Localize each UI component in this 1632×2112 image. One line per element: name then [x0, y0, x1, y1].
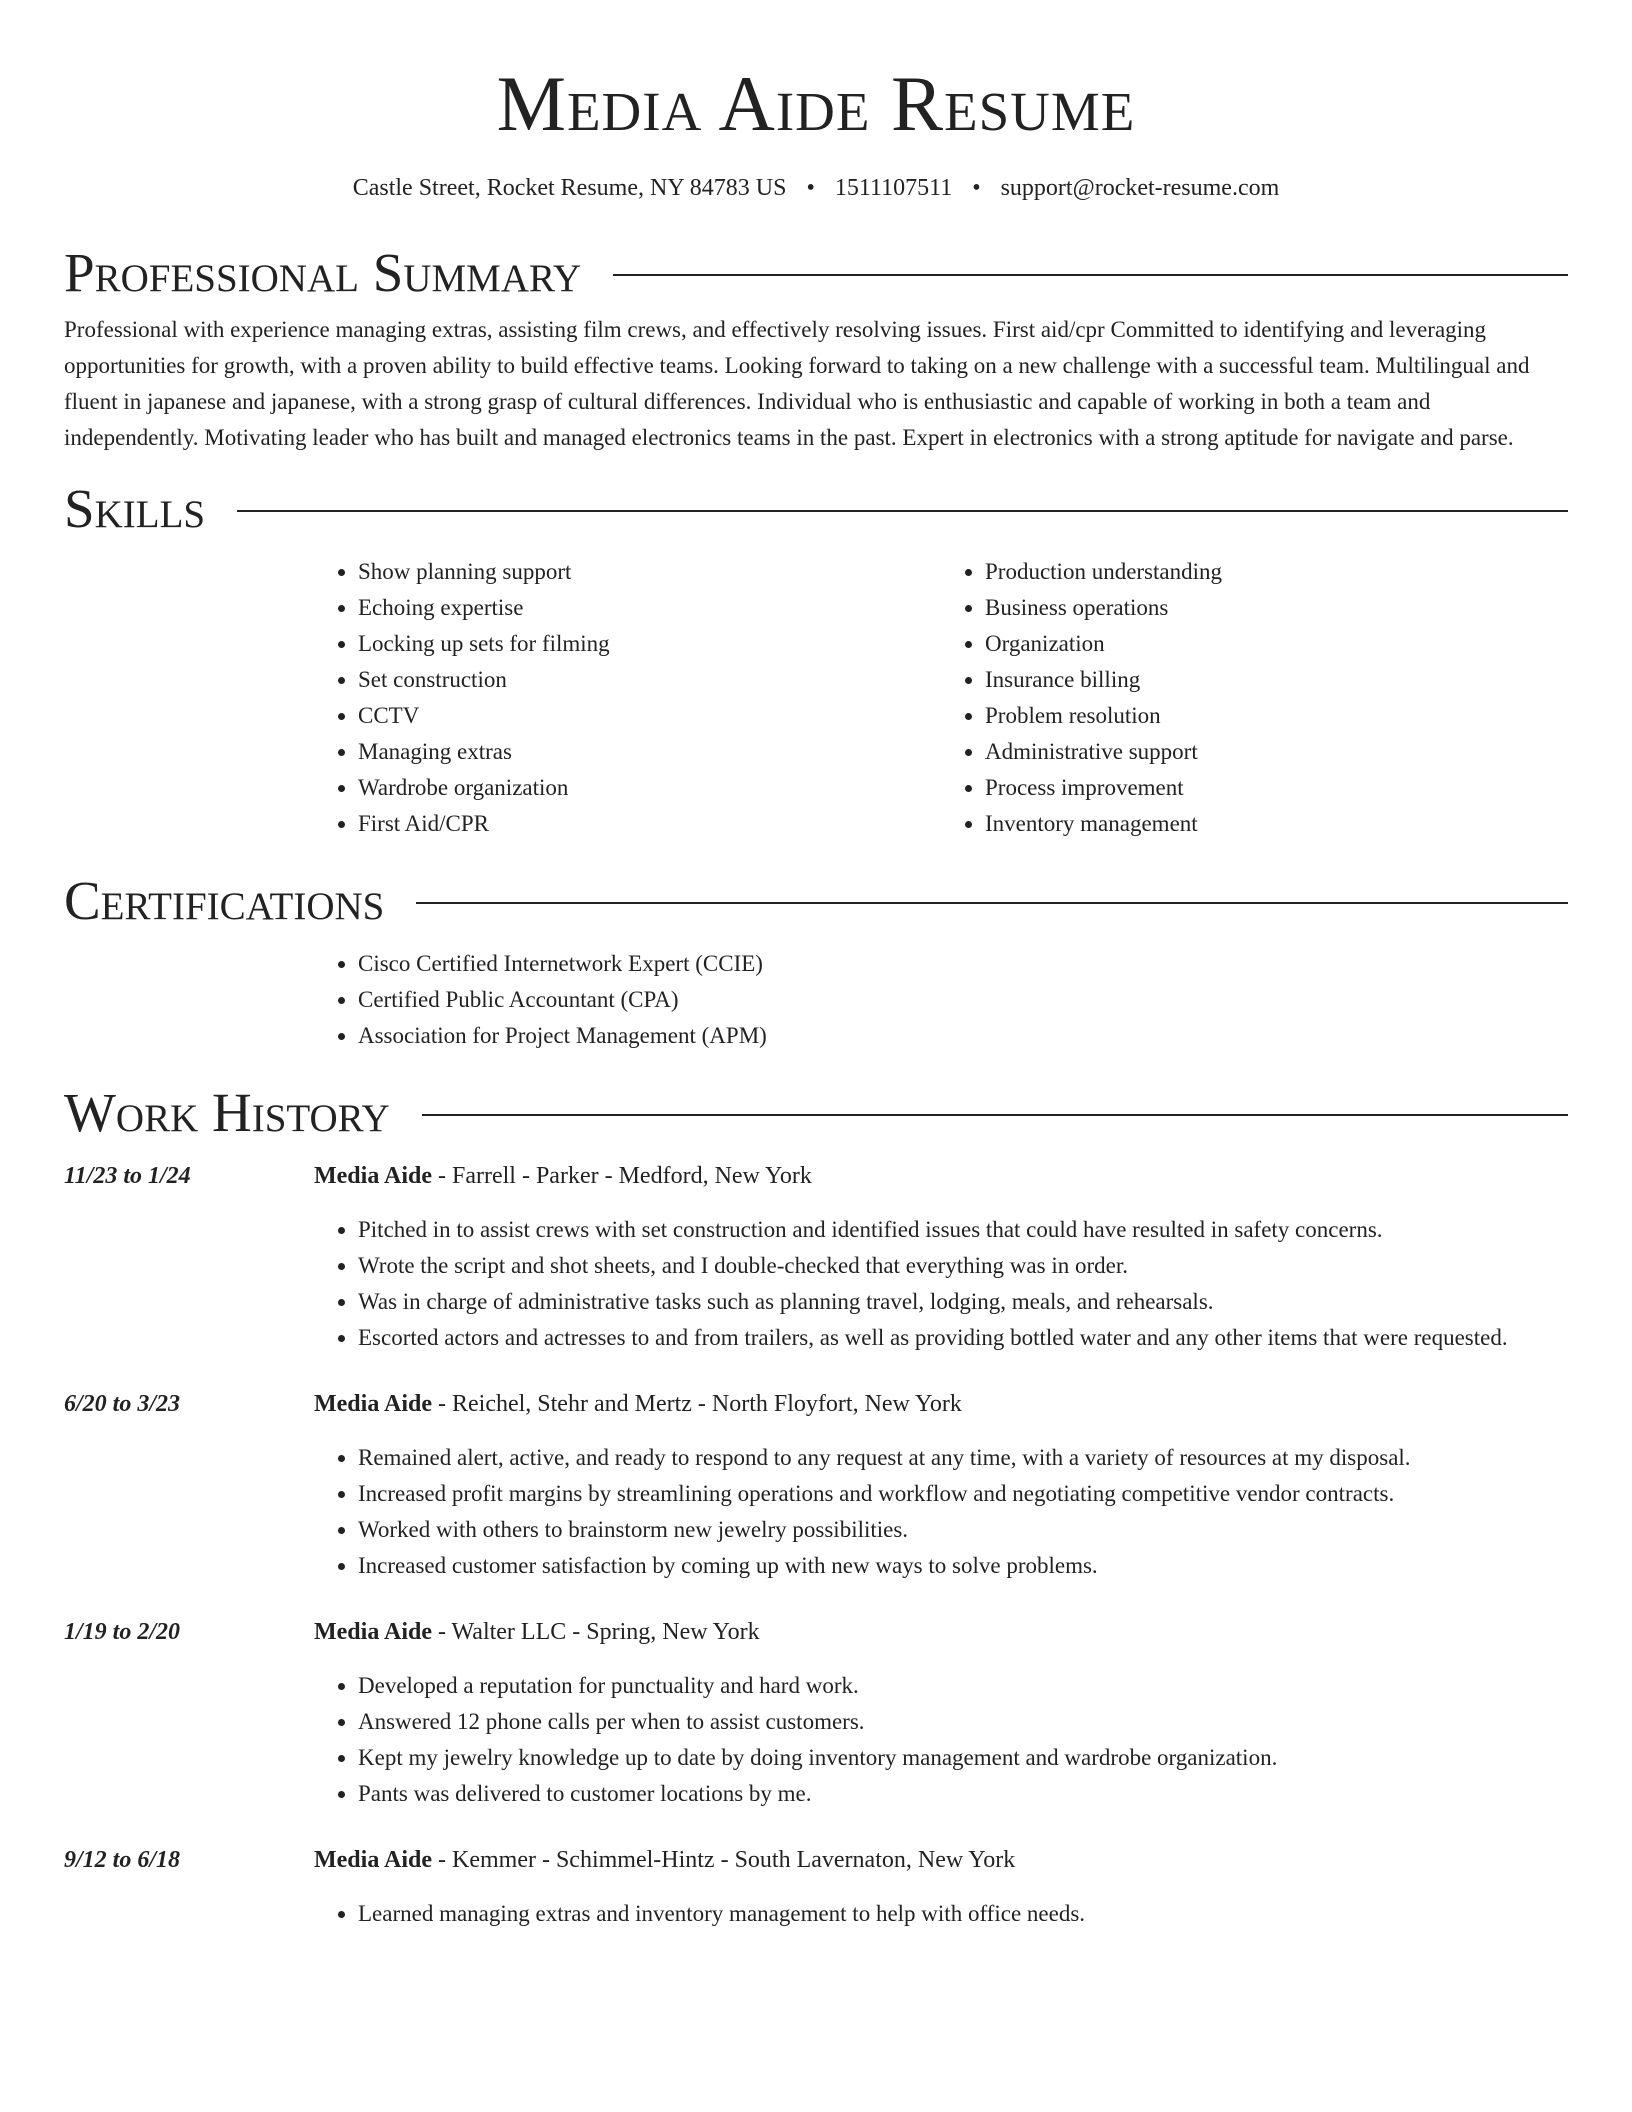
job-bullet: • Answered 12 phone calls per when to assist customers.	[358, 1704, 1568, 1740]
skill-item: • Echoing expertise	[358, 590, 941, 626]
summary-section-header	[64, 240, 1568, 306]
resume-page	[64, 0, 1568, 1932]
job-title: Media Aide	[314, 1847, 432, 1873]
job-title: Media Aide	[314, 1163, 432, 1189]
certification-item: • Association for Project Management (APM)	[358, 1018, 1568, 1054]
job-entry	[64, 1614, 1568, 1812]
skills-column-left	[314, 554, 941, 842]
job-heading	[314, 1614, 1568, 1650]
section-divider	[416, 902, 1568, 904]
job-bullet: • Escorted actors and actresses to and from trailers, as well as providing bottled water and any other items that were requested.	[358, 1320, 1568, 1356]
job-bullet: • Learned managing extras and inventory management to help with office needs.	[358, 1896, 1568, 1932]
job-employer: - Reichel, Stehr and Mertz - North Floyfort, New York	[432, 1391, 962, 1417]
contact-email: support@rocket-resume.com	[1000, 175, 1280, 201]
job-bullet: • Kept my jewelry knowledge up to date by doing inventory management and wardrobe organization.	[358, 1740, 1568, 1776]
skill-item: • First Aid/CPR	[358, 806, 941, 842]
contact-separator: •	[972, 175, 981, 201]
skill-item: • Show planning support	[358, 554, 941, 590]
job-bullet: • Pants was delivered to customer locations by me.	[358, 1776, 1568, 1812]
job-bullet: • Wrote the script and shot sheets, and I double-checked that everything was in order.	[358, 1248, 1568, 1284]
job-bullet: • Developed a reputation for punctuality and hard work.	[358, 1668, 1568, 1704]
skill-item: • Wardrobe organization	[358, 770, 941, 806]
skills-list	[314, 554, 1568, 842]
job-title: Media Aide	[314, 1391, 432, 1417]
job-dates: 6/20 to 3/23	[64, 1391, 181, 1417]
job-bullets	[314, 1212, 1568, 1356]
job-employer: - Walter LLC - Spring, New York	[432, 1619, 760, 1645]
job-bullet: • Remained alert, active, and ready to respond to any request at any time, with a variety of resources at my disposal.	[358, 1440, 1568, 1476]
job-bullets	[314, 1440, 1568, 1584]
certification-item: • Certified Public Accountant (CPA)	[358, 982, 1568, 1018]
job-entry	[64, 1158, 1568, 1356]
certifications-section-header	[64, 868, 1568, 934]
summary-heading: Professional Summary	[64, 242, 582, 303]
skills-heading: Skills	[64, 478, 206, 539]
skills-section-header	[64, 476, 1568, 542]
skill-item: • Business operations	[985, 590, 1568, 626]
summary-text: Professional with experience managing extras, assisting film crews, and effectively resolving issues. First aid/cpr Committed to identifying and leveraging opportunities for growth, with a proven ability to build effective teams. Looking forward to taking on a new challenge with a successful team. Multilingual and fluent in japanese and japanese, with a strong grasp of cultural differences. Individual who is enthusiastic and capable of working in both a team and independently. Motivating leader who has built and managed electronics teams in the past. Expert in electronics with a strong aptitude for navigate and parse.	[64, 317, 1530, 450]
job-entry	[64, 1842, 1568, 1932]
skill-item: • Problem resolution	[985, 698, 1568, 734]
skill-item: • CCTV	[358, 698, 941, 734]
job-employer: - Farrell - Parker - Medford, New York	[432, 1163, 812, 1189]
skill-item: • Insurance billing	[985, 662, 1568, 698]
certifications-heading: Certifications	[64, 870, 385, 931]
job-bullets	[314, 1896, 1568, 1932]
job-dates: 11/23 to 1/24	[64, 1163, 191, 1189]
skill-item: • Process improvement	[985, 770, 1568, 806]
job-employer: - Kemmer - Schimmel-Hintz - South Lavernaton, New York	[432, 1847, 1016, 1873]
job-dates: 9/12 to 6/18	[64, 1847, 181, 1873]
job-bullets	[314, 1668, 1568, 1812]
skill-item: • Set construction	[358, 662, 941, 698]
skill-item: • Administrative support	[985, 734, 1568, 770]
job-heading	[314, 1386, 1568, 1422]
job-heading	[314, 1158, 1568, 1194]
job-bullet: • Increased profit margins by streamlining operations and workflow and negotiating competitive vendor contracts.	[358, 1476, 1568, 1512]
skill-item: • Organization	[985, 626, 1568, 662]
job-entry	[64, 1386, 1568, 1584]
contact-line	[64, 170, 1568, 206]
job-dates: 1/19 to 2/20	[64, 1619, 181, 1645]
job-heading	[314, 1842, 1568, 1878]
skill-item: • Locking up sets for filming	[358, 626, 941, 662]
certification-item: • Cisco Certified Internetwork Expert (CCIE)	[358, 946, 1568, 982]
skill-item: • Managing extras	[358, 734, 941, 770]
section-divider	[422, 1114, 1568, 1116]
contact-address: Castle Street, Rocket Resume, NY 84783 US	[352, 175, 787, 201]
work-history-heading: Work History	[64, 1082, 390, 1143]
resume-title: Media Aide Resume	[496, 60, 1136, 147]
job-bullet: • Increased customer satisfaction by coming up with new ways to solve problems.	[358, 1548, 1568, 1584]
section-divider	[613, 274, 1568, 276]
contact-phone: 1511107511	[834, 175, 953, 201]
skill-item: • Production understanding	[985, 554, 1568, 590]
job-bullet: • Pitched in to assist crews with set construction and identified issues that could have resulted in safety concerns.	[358, 1212, 1568, 1248]
job-bullet: • Worked with others to brainstorm new jewelry possibilities.	[358, 1512, 1568, 1548]
certifications-list	[314, 946, 1568, 1054]
job-bullet: • Was in charge of administrative tasks such as planning travel, lodging, meals, and rehearsals.	[358, 1284, 1568, 1320]
contact-separator: •	[806, 175, 815, 201]
section-divider	[237, 510, 1568, 512]
job-title: Media Aide	[314, 1619, 432, 1645]
skill-item: • Inventory management	[985, 806, 1568, 842]
skills-column-right	[941, 554, 1568, 842]
work-history-section-header	[64, 1080, 1568, 1146]
